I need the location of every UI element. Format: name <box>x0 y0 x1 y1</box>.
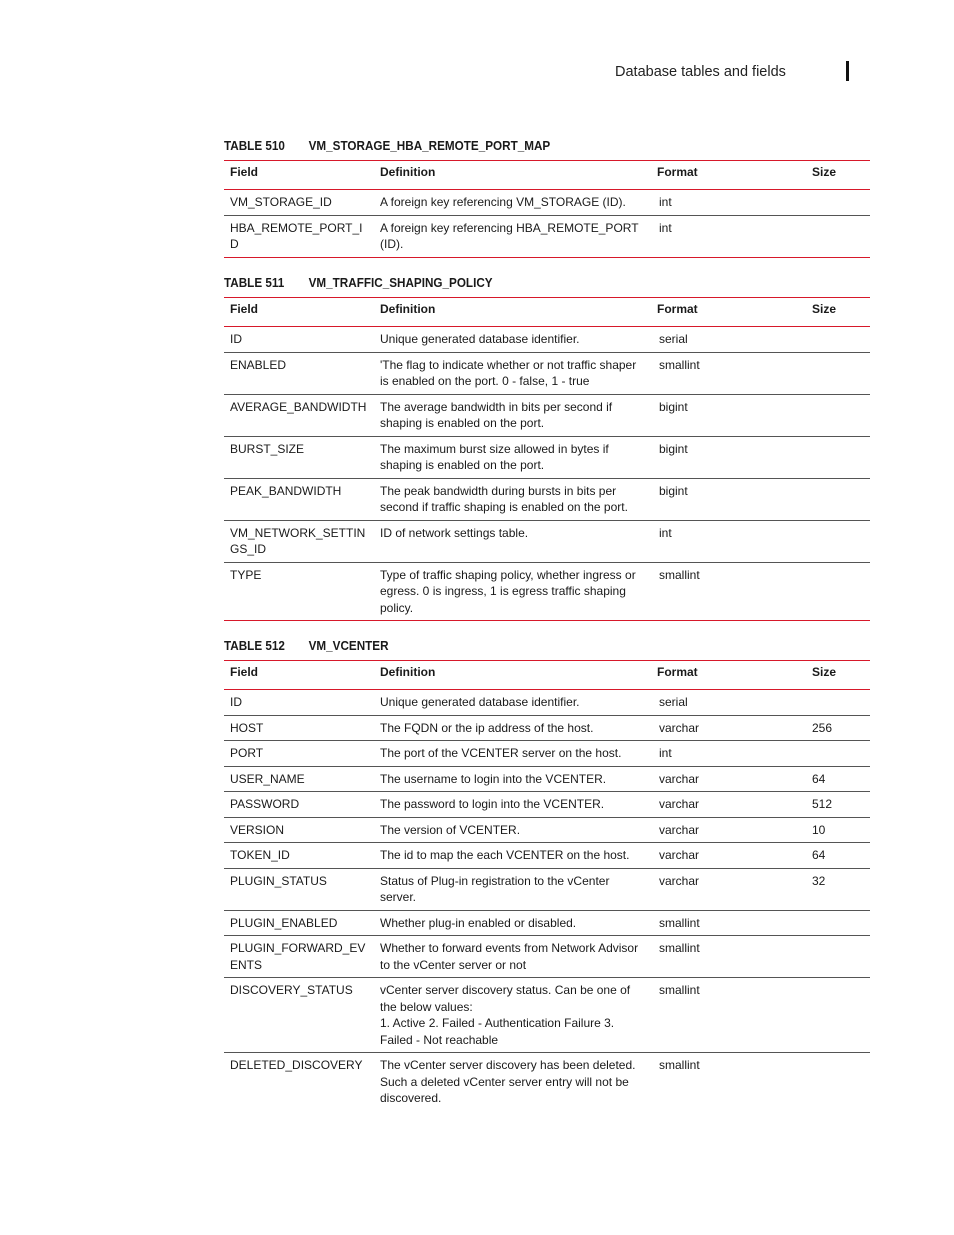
column-header-definition: Definition <box>374 661 651 690</box>
cell-format: varchar <box>651 868 812 910</box>
table-row <box>224 215 870 257</box>
cell-definition: The password to login into the VCENTER. <box>374 792 651 818</box>
cell-format: varchar <box>651 843 812 869</box>
cell-format: smallint <box>651 910 812 936</box>
cell-size <box>812 215 870 257</box>
cell-size: 256 <box>812 715 870 741</box>
cell-size: 64 <box>812 766 870 792</box>
cell-format: varchar <box>651 817 812 843</box>
cell-field: HBA_REMOTE_PORT_ID <box>224 215 374 257</box>
cell-size <box>812 1053 870 1111</box>
table-row <box>224 1053 870 1111</box>
column-header-size: Size <box>812 161 870 190</box>
table-number: TABLE 512 <box>224 638 285 653</box>
cell-size <box>812 936 870 978</box>
cell-size <box>812 478 870 520</box>
cell-size <box>812 352 870 394</box>
cell-size: 512 <box>812 792 870 818</box>
header-row <box>224 161 870 190</box>
table-row <box>224 868 870 910</box>
cell-definition: Unique generated database identifier. <box>374 327 651 353</box>
cell-definition: The average bandwidth in bits per second if shaping is enabled on the port. <box>374 394 651 436</box>
table-row <box>224 478 870 520</box>
table-number: TABLE 511 <box>224 275 285 290</box>
cell-definition: A foreign key referencing VM_STORAGE (ID). <box>374 190 651 216</box>
table-512 <box>224 638 870 1111</box>
cell-definition: vCenter server discovery status. Can be one of the below values: 1. Active 2. Failed - Authentication Failure 3. Failed - Not reachable <box>374 978 651 1053</box>
cell-field: PEAK_BANDWIDTH <box>224 478 374 520</box>
cell-definition: The FQDN or the ip address of the host. <box>374 715 651 741</box>
cell-size: 32 <box>812 868 870 910</box>
cell-format: smallint <box>651 352 812 394</box>
cell-field: HOST <box>224 715 374 741</box>
table-caption <box>224 275 805 297</box>
table-row <box>224 436 870 478</box>
cell-definition: The peak bandwidth during bursts in bits per second if traffic shaping is enabled on the port. <box>374 478 651 520</box>
table-row <box>224 352 870 394</box>
table-row <box>224 520 870 562</box>
cell-definition: The version of VCENTER. <box>374 817 651 843</box>
cell-field: PLUGIN_STATUS <box>224 868 374 910</box>
column-header-field: Field <box>224 661 374 690</box>
table-row <box>224 741 870 767</box>
cell-format: int <box>651 741 812 767</box>
table-row <box>224 936 870 978</box>
column-header-field: Field <box>224 298 374 327</box>
cell-size: 64 <box>812 843 870 869</box>
cell-format: smallint <box>651 562 812 621</box>
cell-definition: The port of the VCENTER server on the host. <box>374 741 651 767</box>
cell-size <box>812 910 870 936</box>
cell-definition: Whether to forward events from Network Advisor to the vCenter server or not <box>374 936 651 978</box>
table-row <box>224 690 870 716</box>
cell-field: PLUGIN_ENABLED <box>224 910 374 936</box>
table-row <box>224 715 870 741</box>
cell-field: BURST_SIZE <box>224 436 374 478</box>
table-row <box>224 190 870 216</box>
column-header-field: Field <box>224 161 374 190</box>
cell-size <box>812 562 870 621</box>
data-table <box>224 160 870 258</box>
cell-format: int <box>651 215 812 257</box>
header-row <box>224 661 870 690</box>
table-number: TABLE 510 <box>224 138 285 153</box>
cell-size <box>812 520 870 562</box>
cell-field: USER_NAME <box>224 766 374 792</box>
cell-size <box>812 978 870 1053</box>
cell-format: varchar <box>651 766 812 792</box>
cell-field: PORT <box>224 741 374 767</box>
cell-format: smallint <box>651 936 812 978</box>
cell-size <box>812 690 870 716</box>
table-row <box>224 327 870 353</box>
header-row <box>224 298 870 327</box>
column-header-format: Format <box>651 298 812 327</box>
cell-format: varchar <box>651 792 812 818</box>
cell-field: PASSWORD <box>224 792 374 818</box>
table-caption <box>224 138 805 160</box>
table-row <box>224 562 870 621</box>
table-row <box>224 910 870 936</box>
cell-size <box>812 190 870 216</box>
cell-definition: The id to map the each VCENTER on the host. <box>374 843 651 869</box>
table-name: VM_TRAFFIC_SHAPING_POLICY <box>308 275 493 290</box>
table-row <box>224 394 870 436</box>
cell-field: DELETED_DISCOVERY <box>230 1058 363 1072</box>
cell-definition: Whether plug-in enabled or disabled. <box>374 910 651 936</box>
cell-field: PLUGIN_FORWARD_EVENTS <box>224 936 374 978</box>
cell-field: DISCOVERY_STATUS <box>224 978 374 1053</box>
running-header: Database tables and fields <box>615 64 786 80</box>
data-table <box>224 297 870 621</box>
cell-format: smallint <box>659 1058 700 1072</box>
table-511 <box>224 275 870 621</box>
table-row <box>224 792 870 818</box>
cell-definition: Type of traffic shaping policy, whether ingress or egress. 0 is ingress, 1 is egress traffic shaping policy. <box>374 562 651 621</box>
cell-definition: ID of network settings table. <box>374 520 651 562</box>
table-row <box>224 766 870 792</box>
cell-field: TYPE <box>224 562 374 621</box>
cell-definition: The maximum burst size allowed in bytes if shaping is enabled on the port. <box>374 436 651 478</box>
table-row <box>224 843 870 869</box>
table-name: VM_STORAGE_HBA_REMOTE_PORT_MAP <box>308 138 551 153</box>
cell-format: int <box>651 520 812 562</box>
cell-field: ENABLED <box>224 352 374 394</box>
cell-field: ID <box>224 327 374 353</box>
cell-field: TOKEN_ID <box>224 843 374 869</box>
cell-format: serial <box>651 327 812 353</box>
column-header-size: Size <box>812 661 870 690</box>
table-row <box>224 817 870 843</box>
column-header-format: Format <box>651 661 812 690</box>
column-header-size: Size <box>812 298 870 327</box>
cell-format: int <box>651 190 812 216</box>
cell-definition: The username to login into the VCENTER. <box>374 766 651 792</box>
cell-size <box>812 327 870 353</box>
header-rule-mark <box>846 61 849 81</box>
cell-field: VERSION <box>224 817 374 843</box>
cell-definition: Status of Plug-in registration to the vCenter server. <box>374 868 651 910</box>
cell-format: bigint <box>651 478 812 520</box>
cell-format: bigint <box>651 436 812 478</box>
table-caption <box>224 638 805 660</box>
column-header-definition: Definition <box>374 298 651 327</box>
cell-definition: 'The flag to indicate whether or not traffic shaper is enabled on the port. 0 - false, 1 - true <box>374 352 651 394</box>
cell-field: VM_STORAGE_ID <box>224 190 374 216</box>
column-header-format: Format <box>651 161 812 190</box>
table-row <box>224 978 870 1053</box>
table-name: VM_VCENTER <box>308 638 389 653</box>
cell-field: ID <box>224 690 374 716</box>
table-510 <box>224 138 870 258</box>
cell-format: serial <box>651 690 812 716</box>
cell-field: AVERAGE_BANDWIDTH <box>224 394 374 436</box>
cell-format: smallint <box>651 978 812 1053</box>
cell-field: VM_NETWORK_SETTINGS_ID <box>224 520 374 562</box>
cell-size <box>812 741 870 767</box>
cell-definition: The vCenter server discovery has been deleted. Such a deleted vCenter server entry will not be discovered. <box>380 1058 636 1105</box>
cell-definition: Unique generated database identifier. <box>374 690 651 716</box>
column-header-definition: Definition <box>374 161 651 190</box>
cell-size <box>812 436 870 478</box>
cell-format: bigint <box>651 394 812 436</box>
cell-size: 10 <box>812 817 870 843</box>
cell-size <box>812 394 870 436</box>
cell-definition: A foreign key referencing HBA_REMOTE_PORT (ID). <box>374 215 651 257</box>
data-table <box>224 660 870 1111</box>
cell-format: varchar <box>651 715 812 741</box>
